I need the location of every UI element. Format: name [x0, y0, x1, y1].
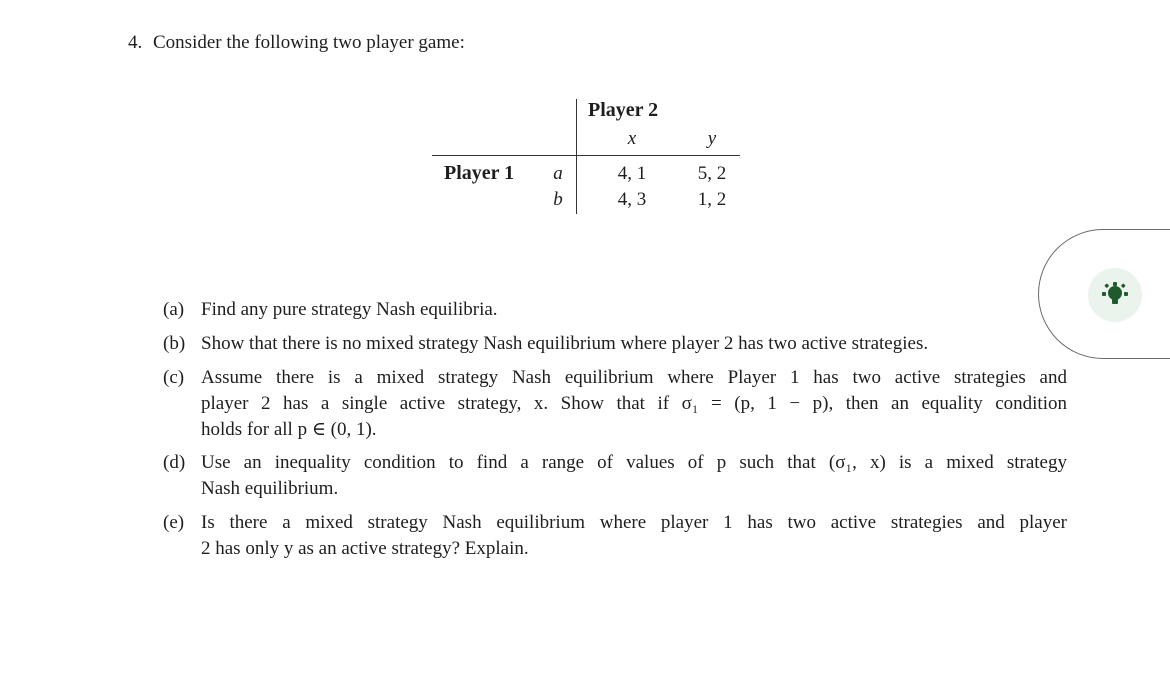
part-label: (a)	[163, 299, 185, 320]
payoff-a-x: 4, 1	[617, 163, 647, 184]
part-label: (d)	[163, 452, 186, 473]
table-horizontal-rule	[432, 155, 740, 156]
player2-label: Player 2	[588, 99, 659, 121]
part-text-line: 2 has only y as an active strategy? Explain.	[201, 538, 529, 559]
row-strategy-b: b	[553, 189, 563, 210]
col-strategy-y: y	[707, 128, 717, 149]
part-text-line: Nash equilibrium.	[201, 478, 339, 499]
part-label: (c)	[163, 367, 185, 388]
payoff-b-x: 4, 3	[617, 189, 647, 210]
part-label: (e)	[163, 512, 185, 533]
payoff-a-y: 5, 2	[697, 163, 727, 184]
question-number: 4.	[128, 32, 143, 53]
lightbulb-icon	[1088, 268, 1142, 322]
payoff-b-y: 1, 2	[697, 189, 727, 210]
part-text-line: Is there a mixed strategy Nash equilibrium where player 1 has two active strategies and player	[201, 512, 1067, 533]
player1-label: Player 1	[444, 162, 515, 184]
part-text-line: Find any pure strategy Nash equilibria.	[201, 299, 498, 320]
hint-button[interactable]	[1088, 268, 1142, 322]
part-text-line: player 2 has a single active strategy, x. Show that if σ₁ = (p, 1 − p), then an equality condition	[201, 393, 1067, 414]
row-strategy-a: a	[553, 163, 563, 184]
question-intro-text: Consider the following two player game:	[153, 32, 465, 53]
part-text-line: Show that there is no mixed strategy Nash equilibrium where player 2 has two active strategies.	[201, 333, 929, 354]
col-strategy-x: x	[627, 128, 637, 149]
part-label: (b)	[163, 333, 186, 354]
table-vertical-rule	[576, 99, 577, 214]
part-text-line: Use an inequality condition to find a range of values of p such that (σ₁, x) is a mixed strategy	[201, 452, 1067, 473]
question-intro	[128, 32, 465, 54]
part-text-line: holds for all p ∈ (0, 1).	[201, 419, 377, 440]
part-text-line: Assume there is a mixed strategy Nash equilibrium where Player 1 has two active strategies and	[201, 367, 1067, 388]
